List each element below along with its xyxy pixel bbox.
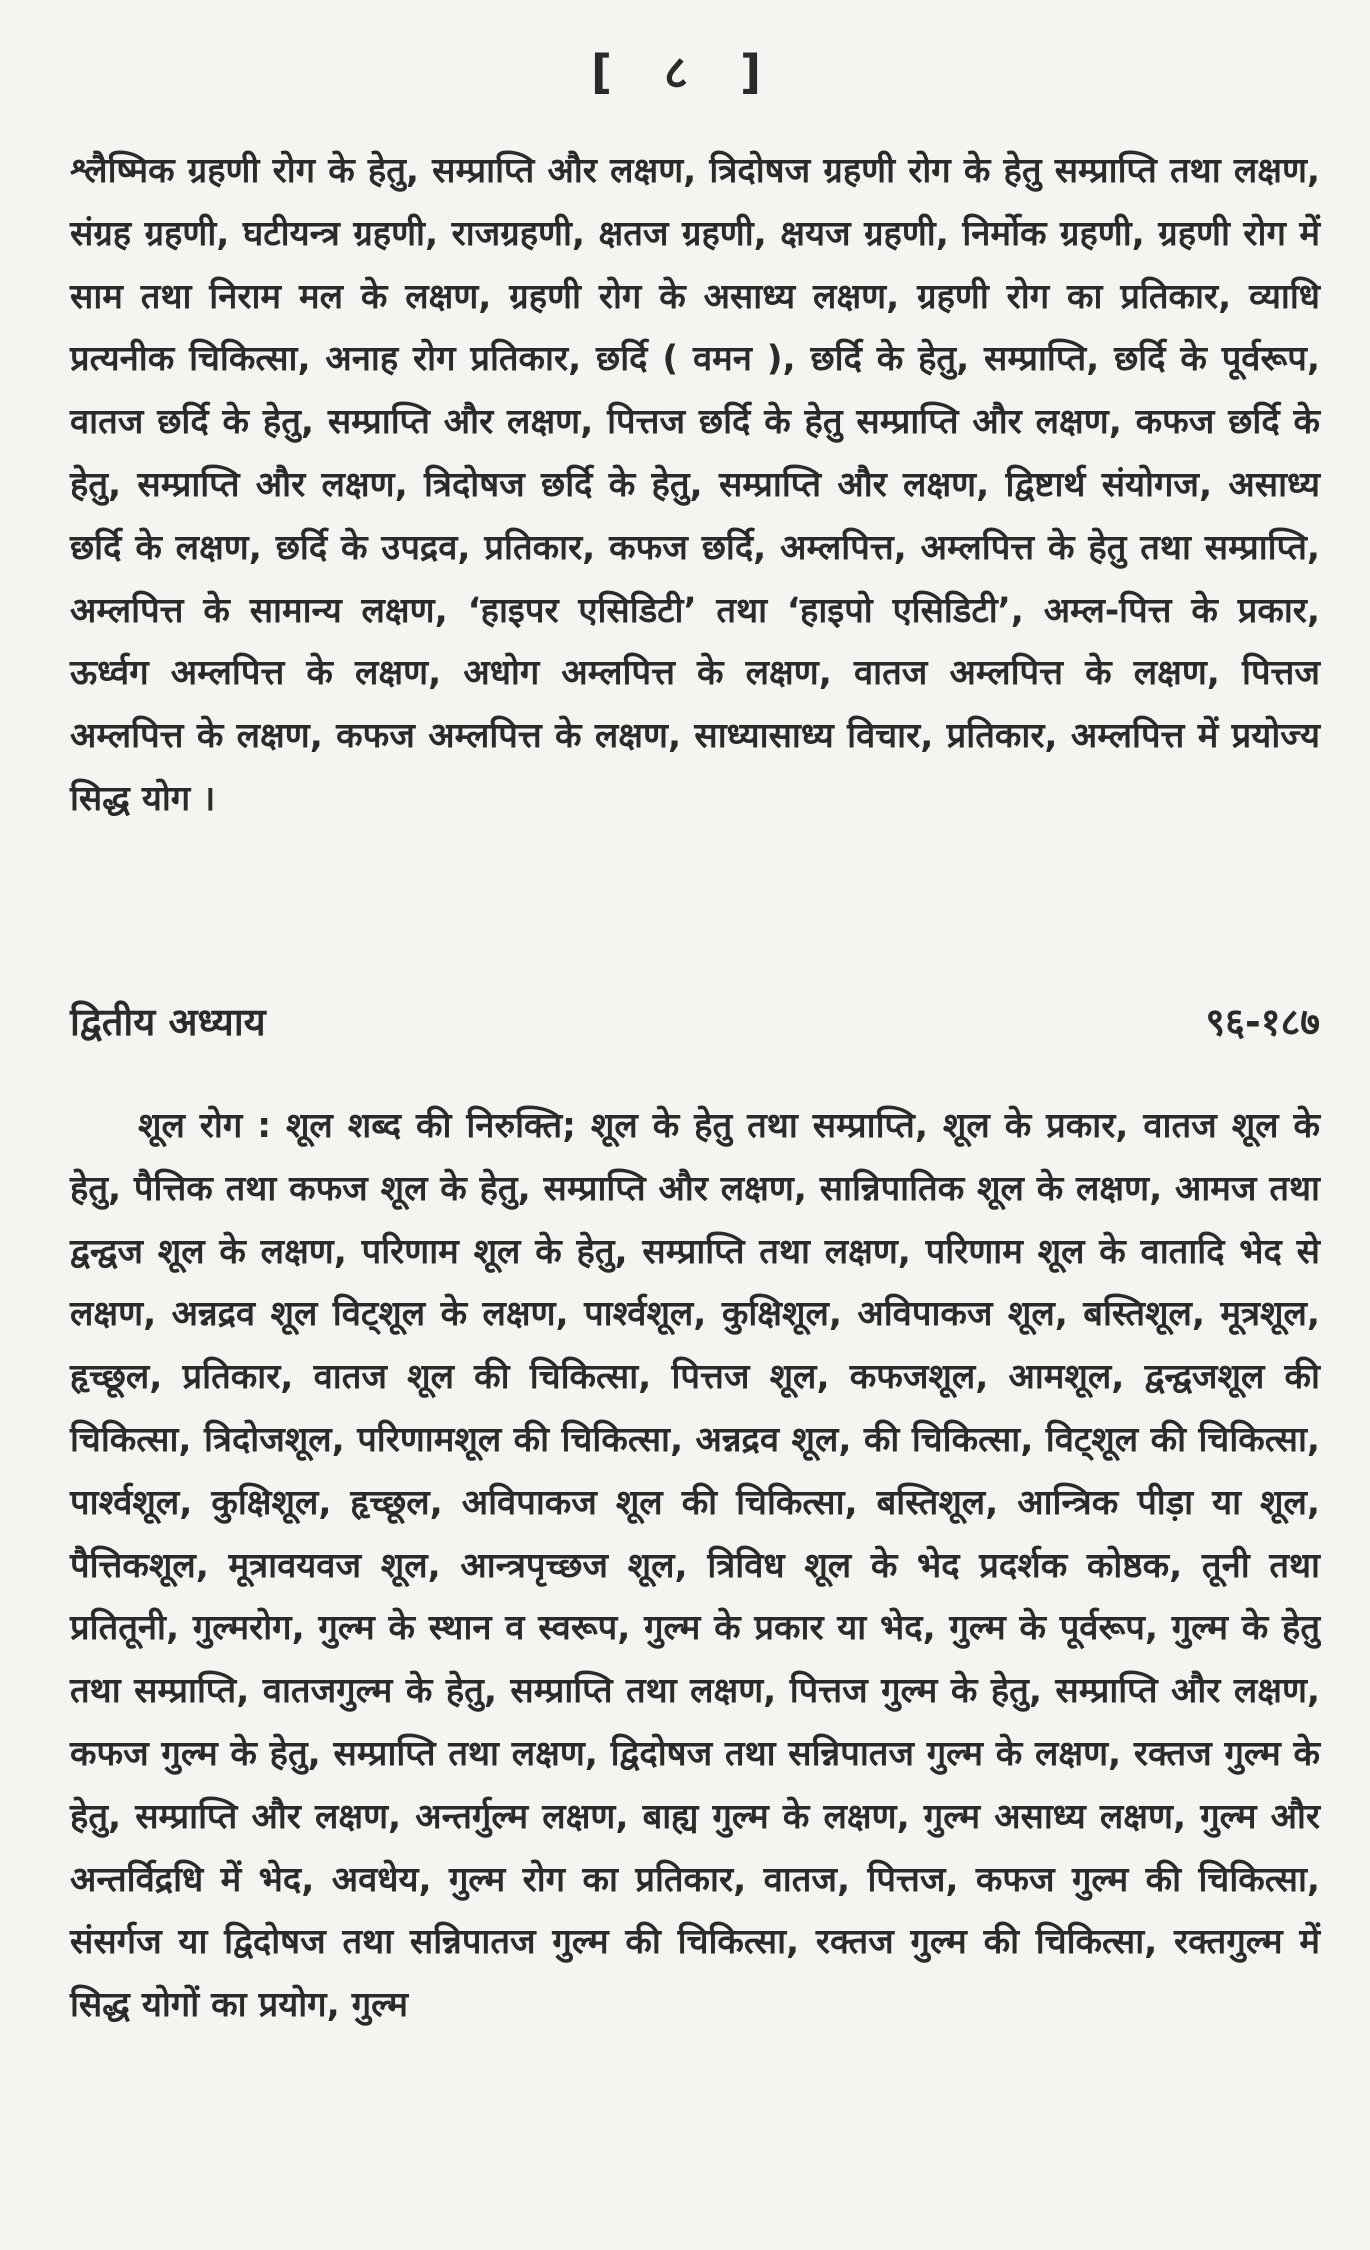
chapter-title: द्वितीय अध्याय [70, 1000, 266, 1044]
contents-paragraph-1: श्लैष्मिक ग्रहणी रोग के हेतु, सम्प्राप्ति और लक्षण, त्रिदोषज ग्रहणी रोग के हेतु सम्प्राप्ति तथा लक्षण, संग्रह ग्रहणी, घटीयन्त्र ग्रहणी, राजग्रहणी, क्षतज ग्रहणी, क्षयज ग्रहणी, निर्मोक ग्रहणी, ग्रहणी रोग में साम तथा निराम मल के लक्षण, ग्रहणी रोग के असाध्य लक्षण, ग्रहणी रोग का प्रतिकार, व्याधि प्रत्यनीक चिकित्सा, अनाह रोग प्रतिकार, छर्दि ( वमन ), छर्दि के हेतु, सम्प्राप्ति, छर्दि के पूर्वरूप, वातज छर्दि के हेतु, सम्प्राप्ति और लक्षण, पित्तज छर्दि के हेतु सम्प्राप्ति और लक्षण, कफज छर्दि के हेतु, सम्प्राप्ति और लक्षण, त्रिदोषज छर्दि के हेतु, सम्प्राप्ति और लक्षण, द्विष्टार्थ संयोगज, असाध्य छर्दि के लक्षण, छर्दि के उपद्रव, प्रतिकार, कफज छर्दि, अम्लपित्त, अम्लपित्त के हेतु तथा सम्प्राप्ति, अम्लपित्त के सामान्य लक्षण, ‘हाइपर एसिडिटी’ तथा ‘हाइपो एसिडिटी’, अम्ल-पित्त के प्रकार, ऊर्ध्वग अम्लपित्त के लक्षण, अधोग अम्लपित्त के लक्षण, वातज अम्लपित्त के लक्षण, पित्तज अम्लपित्त के लक्षण, कफज अम्लपित्त के लक्षण, साध्यासाध्य विचार, प्रतिकार, अम्लपित्त में प्रयोज्य सिद्ध योग । [70, 151, 1320, 819]
contents-paragraph-2: शूल रोग : शूल शब्द की निरुक्ति; शूल के हेतु तथा सम्प्राप्ति, शूल के प्रकार, वातज शूल के हेतु, पैत्तिक तथा कफज शूल के हेतु, सम्प्राप्ति और लक्षण, सान्निपातिक शूल के लक्षण, आमज तथा द्वन्द्वज शूल के लक्षण, परिणाम शूल के हेतु, सम्प्राप्ति तथा लक्षण, परिणाम शूल के वातादि भेद से लक्षण, अन्नद्रव शूल विट्शूल के लक्षण, पार्श्वशूल, कुक्षिशूल, अविपाकज शूल, बस्तिशूल, मूत्रशूल, हृच्छूल, प्रतिकार, वातज शूल की चिकित्सा, पित्तज शूल, कफजशूल, आमशूल, द्वन्द्वजशूल की चिकित्सा, त्रिदोजशूल, परिणामशूल की चिकित्सा, अन्नद्रव शूल, की चिकित्सा, विट्शूल की चिकित्सा, पार्श्वशूल, कुक्षिशूल, हृच्छूल, अविपाकज शूल की चिकित्सा, बस्तिशूल, आन्त्रिक पीड़ा या शूल, पैत्तिकशूल, मूत्रावयवज शूल, आन्त्रपृच्छज शूल, त्रिविध शूल के भेद प्रदर्शक कोष्ठक, तूनी तथा प्रतितूनी, गुल्मरोग, गुल्म के स्थान व स्वरूप, गुल्म के प्रकार या भेद, गुल्म के पूर्वरूप, गुल्म के हेतु तथा सम्प्राप्ति, वातजगुल्म के हेतु, सम्प्राप्ति तथा लक्षण, पित्तज गुल्म के हेतु, सम्प्राप्ति और लक्षण, कफज गुल्म के हेतु, सम्प्राप्ति तथा लक्षण, द्विदोषज तथा सन्निपातज गुल्म के लक्षण, रक्तज गुल्म के हेतु, सम्प्राप्ति और लक्षण, अन्तर्गुल्म लक्षण, बाह्य गुल्म के लक्षण, गुल्म असाध्य लक्षण, गुल्म और अन्तर्विद्रधि में भेद, अवधेय, गुल्म रोग का प्रतिकार, वातज, पित्तज, कफज गुल्म की चिकित्सा, संसर्गज या द्विदोषज तथा सन्निपातज गुल्म की चिकित्सा, रक्तज गुल्म की चिकित्सा, रक्तगुल्म में सिद्ध योगों का प्रयोग, गुल्म [70, 1106, 1320, 2026]
page-number: [ ८ ] [591, 45, 779, 99]
chapter-heading [70, 995, 1320, 1055]
chapter-page-range: ९६-१८७ [1205, 1000, 1320, 1044]
